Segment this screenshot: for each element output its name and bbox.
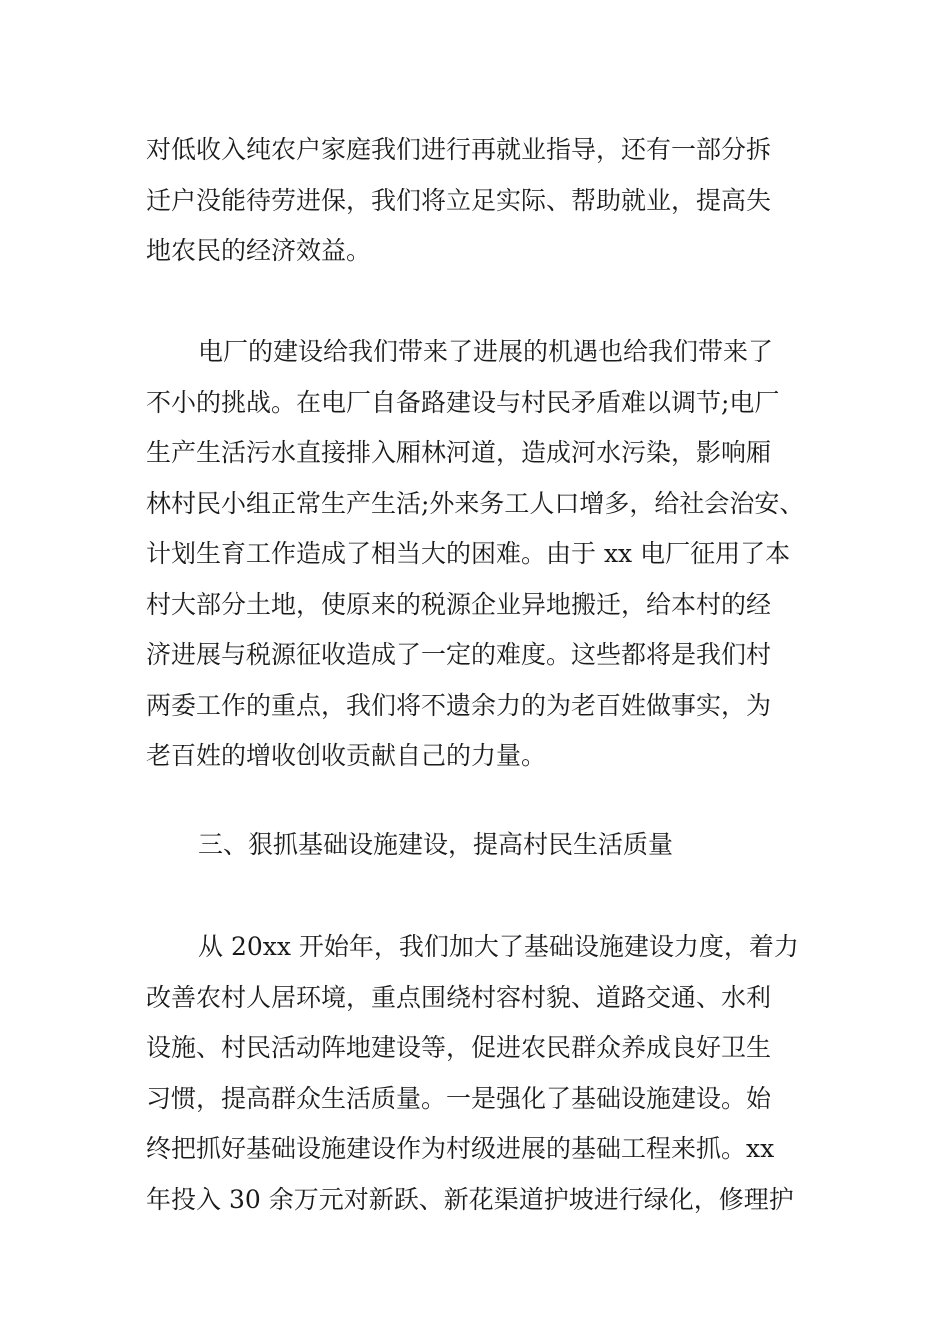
paragraph-1 (146, 125, 826, 277)
paragraph-2 (146, 327, 826, 782)
text-line: 生产生活污水直接排入厢林河道，造成河水污染，影响厢 (146, 438, 772, 467)
text-line: 电厂的建设给我们带来了进展的机遇也给我们带来了 (198, 337, 774, 366)
text-line: 济进展与税源征收造成了一定的难度。这些都将是我们村 (146, 640, 772, 669)
text-line: 从 20xx 开始年，我们加大了基础设施建设力度，着力 (198, 932, 799, 961)
text-line: 改善农村人居环境，重点围绕村容村貌、道路交通、水利 (146, 982, 772, 1012)
section-heading (146, 820, 826, 871)
text-line: 终把抓好基础设施建设作为村级进展的基础工程来抓。xx (146, 1134, 775, 1163)
text-line: 不小的挑战。在电厂自备路建设与村民矛盾难以调节;电厂 (146, 387, 780, 417)
text-line: 计划生育工作造成了相当大的困难。由于 xx 电厂征用了本 (146, 539, 791, 568)
text-line: 地农民的经济效益。 (146, 236, 372, 265)
text-line: 村大部分土地，使原来的税源企业异地搬迁，给本村的经 (146, 589, 772, 619)
text-line: 对低收入纯农户家庭我们进行再就业指导，还有一部分拆 (146, 135, 772, 164)
text-line: 两委工作的重点，我们将不遗余力的为老百姓做事实，为 (146, 690, 772, 720)
text-line: 习惯，提高群众生活质量。一是强化了基础设施建设。始 (146, 1083, 772, 1113)
text-line: 年投入 30 余万元对新跃、新花渠道护坡进行绿化，修理护 (146, 1184, 794, 1214)
text-line: 迁户没能待劳进保，我们将立足实际、帮助就业，提高失 (146, 185, 772, 215)
text-line: 林村民小组正常生产生活;外来务工人口增多，给社会治安、 (146, 488, 805, 518)
paragraph-4 (146, 922, 826, 1225)
heading-line: 三、狠抓基础设施建设，提高村民生活质量 (198, 830, 674, 859)
text-line: 设施、村民活动阵地建设等，促进农民群众养成良好卫生 (146, 1033, 772, 1062)
text-line: 老百姓的增收创收贡献自己的力量。 (146, 741, 547, 770)
